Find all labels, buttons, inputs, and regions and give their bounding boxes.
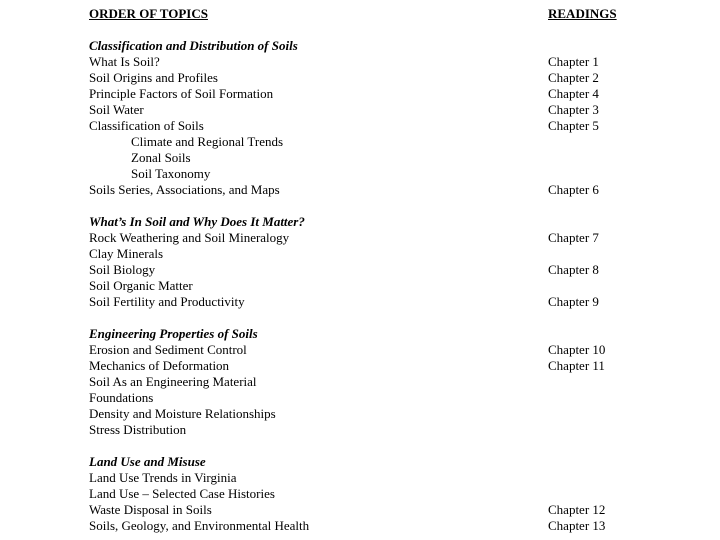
- topic-row: [0, 422, 720, 438]
- reading-text: Chapter 6: [548, 182, 599, 197]
- topic-row: [0, 278, 720, 294]
- topic-text: Foundations: [89, 390, 154, 405]
- topic-row: [0, 246, 720, 262]
- topic-text: Classification of Soils: [89, 118, 204, 133]
- section-title: What’s In Soil and Why Does It Matter?: [89, 214, 305, 229]
- reading-text: Chapter 9: [548, 294, 599, 309]
- topic-row: [0, 294, 720, 310]
- topic-row: [0, 518, 720, 534]
- topic-text: Soil Organic Matter: [89, 278, 193, 293]
- topic-text: Soil Origins and Profiles: [89, 70, 218, 85]
- topic-row: [0, 118, 720, 134]
- reading-text: Chapter 4: [548, 86, 599, 101]
- reading-text: Chapter 10: [548, 342, 606, 357]
- topic-row: [0, 86, 720, 102]
- subtopic-text: Climate and Regional Trends: [131, 134, 284, 149]
- subtopic-row: [0, 166, 720, 182]
- topic-row: [0, 262, 720, 278]
- topic-row: [0, 230, 720, 246]
- topic-row: [0, 406, 720, 422]
- topic-text: Mechanics of Deformation: [89, 358, 230, 373]
- table-header: [0, 6, 720, 22]
- topic-text: Erosion and Sediment Control: [89, 342, 247, 357]
- reading-text: Chapter 12: [548, 502, 606, 517]
- section-title: Classification and Distribution of Soils: [89, 38, 298, 53]
- topic-row: [0, 102, 720, 118]
- section-heading: [0, 454, 720, 470]
- topic-text: Soil Water: [89, 102, 144, 117]
- topic-text: What Is Soil?: [89, 54, 160, 69]
- readings-column-header: READINGS: [548, 6, 617, 21]
- topic-text: Land Use Trends in Virginia: [89, 470, 237, 485]
- topic-text: Soil Biology: [89, 262, 156, 277]
- reading-text: Chapter 1: [548, 54, 599, 69]
- reading-text: Chapter 3: [548, 102, 599, 117]
- topic-row: [0, 358, 720, 374]
- topic-text: Waste Disposal in Soils: [89, 502, 212, 517]
- subtopic-text: Zonal Soils: [131, 150, 191, 165]
- topic-text: Clay Minerals: [89, 246, 164, 261]
- topic-row: [0, 342, 720, 358]
- topic-text: Soil Fertility and Productivity: [89, 294, 245, 309]
- reading-text: Chapter 11: [548, 358, 605, 373]
- topic-row: [0, 374, 720, 390]
- reading-text: Chapter 2: [548, 70, 599, 85]
- topic-row: [0, 54, 720, 70]
- topic-text: Density and Moisture Relationships: [89, 406, 276, 421]
- topic-text: Rock Weathering and Soil Mineralogy: [89, 230, 290, 245]
- topic-row: [0, 390, 720, 406]
- reading-text: Chapter 7: [548, 230, 599, 245]
- section-heading: [0, 214, 720, 230]
- topic-row: [0, 182, 720, 198]
- subtopic-text: Soil Taxonomy: [131, 166, 211, 181]
- topic-text: Soil As an Engineering Material: [89, 374, 257, 389]
- reading-text: Chapter 13: [548, 518, 606, 533]
- topics-column-header: ORDER OF TOPICS: [89, 6, 208, 21]
- subtopic-row: [0, 150, 720, 166]
- topic-row: [0, 470, 720, 486]
- topic-text: Principle Factors of Soil Formation: [89, 86, 274, 101]
- reading-text: Chapter 8: [548, 262, 599, 277]
- topic-text: Soils Series, Associations, and Maps: [89, 182, 280, 197]
- reading-text: Chapter 5: [548, 118, 599, 133]
- topic-row: [0, 502, 720, 518]
- topic-row: [0, 486, 720, 502]
- topic-row: [0, 70, 720, 86]
- topic-text: Soils, Geology, and Environmental Health: [89, 518, 310, 533]
- topic-text: Stress Distribution: [89, 422, 187, 437]
- section-heading: [0, 326, 720, 342]
- topic-text: Land Use – Selected Case Histories: [89, 486, 275, 501]
- section-heading: [0, 38, 720, 54]
- section-title: Land Use and Misuse: [89, 454, 206, 469]
- subtopic-row: [0, 134, 720, 150]
- section-title: Engineering Properties of Soils: [89, 326, 258, 341]
